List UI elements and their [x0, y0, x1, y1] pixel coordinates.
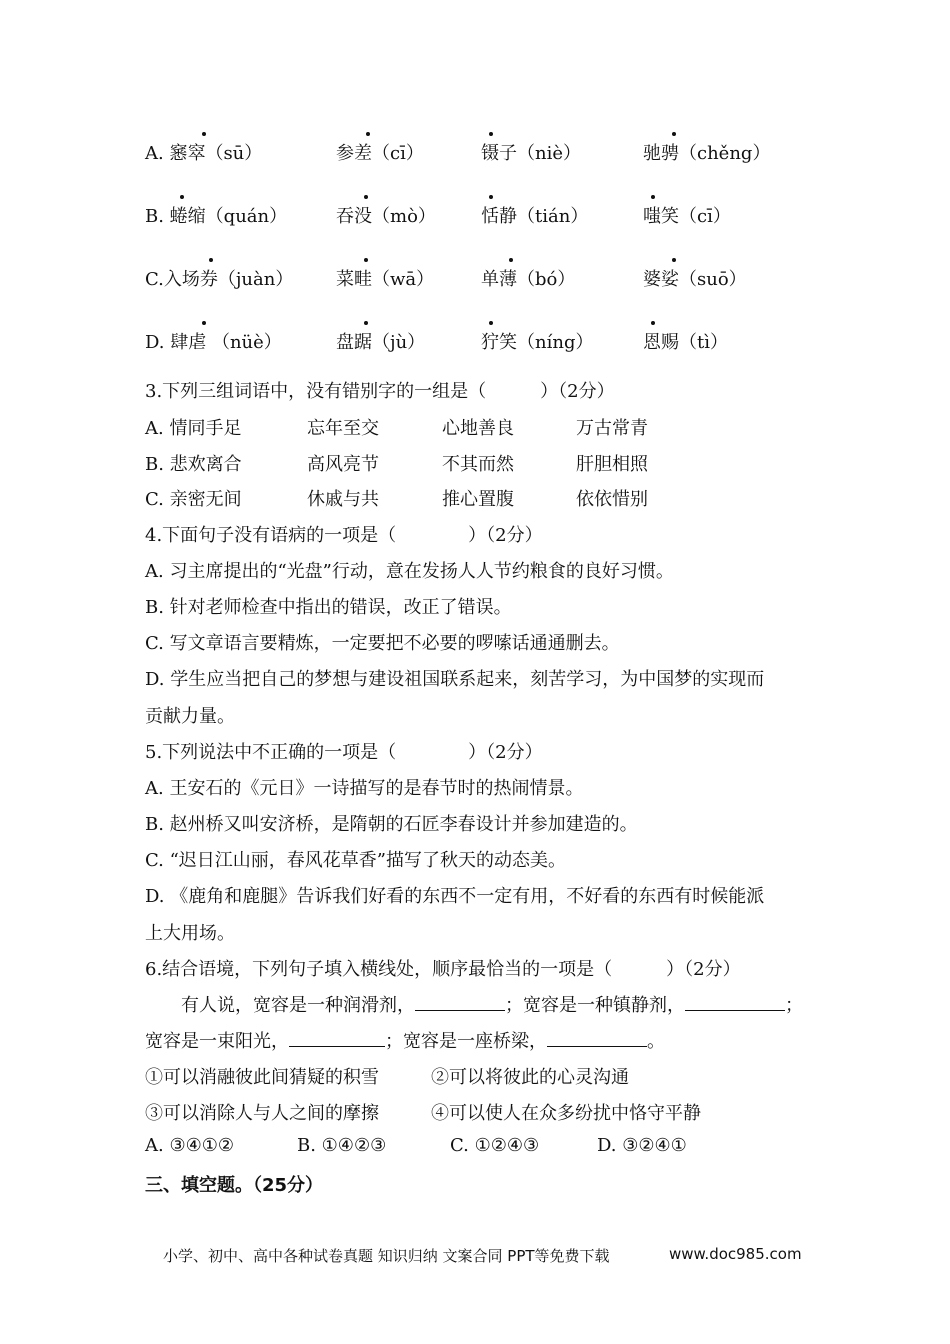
q5-option-a: A. 王安石的《元日》一诗描写的是春节时的热闹情景。 [145, 778, 584, 799]
q3-b-2: 高风亮节 [307, 454, 379, 475]
q6-choice-3: ③可以消除人与人之间的摩擦 [145, 1103, 379, 1124]
q3-a-1: A. 情同手足 [145, 418, 242, 439]
pinyin-b-1: B. 蜷缩（quán） [145, 206, 288, 227]
q5-option-d-cont: 上大用场。 [145, 923, 235, 944]
pinyin-c-3: 单薄（bó） [481, 269, 576, 290]
emphasis-dot [672, 258, 676, 262]
footer-text: 小学、初中、高中各种试卷真题 知识归纳 文案合同 PPT等免费下载 [163, 1247, 610, 1265]
pinyin-a-1: A. 窸窣（sū） [145, 143, 263, 164]
q6-passage-line-2 [145, 1027, 665, 1053]
q6-answer-b: B. ①④②③ [297, 1135, 387, 1156]
q4-option-c: C. 写文章语言要精炼，一定要把不必要的啰嗦话通通删去。 [145, 633, 620, 654]
question-3: 3.下列三组词语中，没有错别字的一组是（ ）（2分） [145, 381, 615, 402]
emphasis-dot [202, 321, 206, 325]
emphasis-dot [366, 132, 370, 136]
emphasis-dot [489, 195, 493, 199]
q3-b-3: 不其而然 [442, 454, 514, 475]
q6-text: ； [785, 995, 803, 1016]
pinyin-d-3: 狞笑（níng） [481, 332, 594, 353]
fill-blank[interactable] [547, 1030, 647, 1047]
q6-answer-c: C. ①②④③ [450, 1135, 540, 1156]
q5-option-b: B. 赵州桥又叫安济桥，是隋朝的石匠李春设计并参加建造的。 [145, 814, 638, 835]
pinyin-a-2: 参差（cī） [336, 143, 424, 164]
emphasis-dot [489, 132, 493, 136]
emphasis-dot [509, 258, 513, 262]
q3-c-4: 依依惜别 [576, 489, 648, 510]
q5-option-c: C. “迟日江山丽，春风花草香”描写了秋天的动态美。 [145, 850, 566, 871]
pinyin-d-1: D. 肆虐 （nüè） [145, 332, 282, 353]
pinyin-d-2: 盘踞（jù） [336, 332, 426, 353]
emphasis-dot [489, 321, 493, 325]
q6-text: ；宽容是一种镇静剂， [505, 995, 685, 1016]
pinyin-b-2: 吞没（mò） [336, 206, 436, 227]
q4-option-b: B. 针对老师检查中指出的错误，改正了错误。 [145, 597, 512, 618]
fill-blank[interactable] [289, 1030, 385, 1047]
q6-choice-2: ②可以将彼此的心灵沟通 [431, 1067, 629, 1088]
fill-blank[interactable] [415, 994, 505, 1011]
q3-a-2: 忘年至交 [307, 418, 379, 439]
emphasis-dot [651, 195, 655, 199]
pinyin-b-4: 嗤笑（cī） [643, 206, 731, 227]
q3-c-3: 推心置腹 [442, 489, 514, 510]
footer-url[interactable]: www.doc985.com [669, 1245, 802, 1263]
fill-blank[interactable] [685, 994, 785, 1011]
q6-answer-a: A. ③④①② [145, 1135, 234, 1156]
q6-text: 有人说，宽容是一种润滑剂， [181, 995, 415, 1016]
emphasis-dot [180, 195, 184, 199]
emphasis-dot [651, 321, 655, 325]
emphasis-dot [364, 195, 368, 199]
pinyin-c-2: 菜畦（wā） [336, 269, 435, 290]
q3-a-4: 万古常青 [576, 418, 648, 439]
q3-c-1: C. 亲密无间 [145, 489, 242, 510]
q6-choice-1: ①可以消融彼此间猜疑的积雪 [145, 1067, 379, 1088]
emphasis-dot [364, 321, 368, 325]
question-5: 5.下列说法中不正确的一项是（ ）（2分） [145, 742, 543, 763]
pinyin-b-3: 恬静（tián） [481, 206, 589, 227]
question-6: 6.结合语境，下列句子填入横线处，顺序最恰当的一项是（ ）（2分） [145, 959, 741, 980]
q3-b-4: 肝胆相照 [576, 454, 648, 475]
pinyin-c-1: C.入场券（juàn） [145, 269, 294, 290]
pinyin-a-3: 镊子（niè） [481, 143, 582, 164]
pinyin-a-4: 驰骋（chěng） [643, 143, 771, 164]
q5-option-d: D. 《鹿角和鹿腿》告诉我们好看的东西不一定有用，不好看的东西有时候能派 [145, 886, 765, 907]
q4-option-d: D. 学生应当把自己的梦想与建设祖国联系起来，刻苦学习，为中国梦的实现而 [145, 669, 765, 690]
emphasis-dot [364, 258, 368, 262]
q3-a-3: 心地善良 [442, 418, 514, 439]
q6-text: 宽容是一束阳光， [145, 1031, 289, 1052]
q6-passage-line-1 [181, 991, 803, 1017]
emphasis-dot [672, 132, 676, 136]
pinyin-c-4: 婆娑（suō） [643, 269, 747, 290]
q3-b-1: B. 悲欢离合 [145, 454, 242, 475]
q3-c-2: 休戚与共 [307, 489, 379, 510]
emphasis-dot [202, 132, 206, 136]
section-3-heading: 三、填空题。（25分） [145, 1175, 324, 1196]
emphasis-dot [209, 258, 213, 262]
q4-option-d-cont: 贡献力量。 [145, 706, 235, 727]
q6-text: ；宽容是一座桥梁， [385, 1031, 547, 1052]
q4-option-a: A. 习主席提出的“光盘”行动，意在发扬人人节约粮食的良好习惯。 [145, 561, 674, 582]
pinyin-d-4: 恩赐（tì） [643, 332, 728, 353]
q6-answer-d: D. ③②④① [597, 1135, 687, 1156]
question-4: 4.下面句子没有语病的一项是（ ）（2分） [145, 525, 543, 546]
q6-choice-4: ④可以使人在众多纷扰中恪守平静 [431, 1103, 701, 1124]
q6-text: 。 [647, 1031, 665, 1052]
